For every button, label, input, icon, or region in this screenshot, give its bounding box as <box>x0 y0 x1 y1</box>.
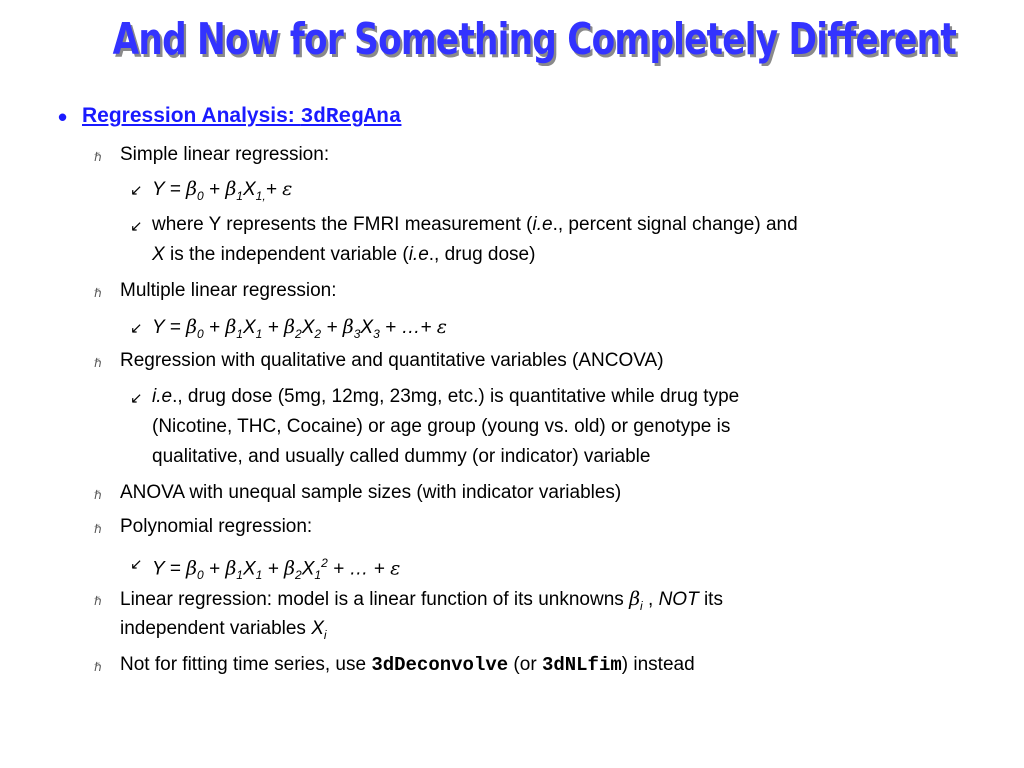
level2-marker: ℏ <box>94 488 102 502</box>
slide-title: And Now for Something Completely Different <box>112 14 956 65</box>
code-3ddeconvolve: 3dDeconvolve <box>371 654 509 676</box>
level2-marker: ℏ <box>94 286 102 300</box>
item-ancova-example-3: qualitative, and usually called dummy (or indicator) variable <box>152 446 651 467</box>
item-where-cont: X is the independent variable (i.e., drug dose) <box>152 244 536 265</box>
level3-marker: ↙ <box>130 182 143 199</box>
item-linear-cont: independent variables $X_i$ <box>120 618 327 642</box>
code-3dnlfim: 3dNLfim <box>541 654 622 676</box>
level2-marker: ℏ <box>94 660 102 674</box>
bullet-dot: • <box>58 102 68 132</box>
level3-marker: ↙ <box>130 390 143 407</box>
equation-multiple: $Y = \beta_0 + \beta_1X_1 + \beta_2X_2 + \beta_3X_3$ + …+ ε <box>152 316 447 341</box>
item-ancova-example-2: (Nicotine, THC, Cocaine) or age group (young vs. old) or genotype is <box>152 416 731 437</box>
level2-marker: ℏ <box>94 522 102 536</box>
equation-simple: $Y = \beta_0 + \beta_1X_{1,}+ \varepsilon$ <box>152 178 293 203</box>
heading-link[interactable]: Regression Analysis: 3dRegAna <box>82 104 402 129</box>
equation-polynomial: $Y = \beta_0 + \beta_1X_1 + \beta_2X_1^2$ + … + ε <box>152 556 401 583</box>
level3-marker: ↙ <box>130 320 143 337</box>
level3-marker: ↙ <box>130 218 143 235</box>
level3-marker: ↙ <box>130 556 143 573</box>
level2-marker: ℏ <box>94 356 102 370</box>
level2-marker: ℏ <box>94 594 102 608</box>
heading-code: 3dRegAna <box>300 106 402 129</box>
level2-marker: ℏ <box>94 150 102 164</box>
